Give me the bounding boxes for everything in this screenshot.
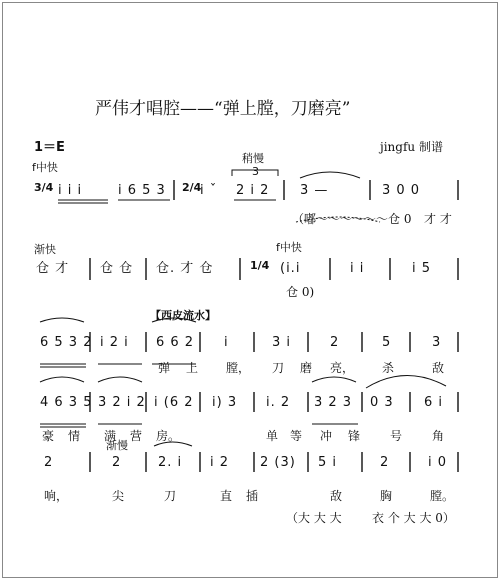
lyric-char: 情 (68, 429, 81, 443)
measure-notes: i 2 i (100, 335, 129, 350)
time-signature-mid: 2/4 (182, 181, 202, 194)
measure-notes: i ˇ (200, 183, 218, 198)
measure-notes: 仓. 才 仓 (156, 261, 214, 276)
lyric-char: 刀 (164, 489, 177, 503)
section-title: 【西皮流水】 (150, 309, 216, 322)
lyric-char: 满 (104, 429, 117, 443)
measure-notes: i 6 5 3 (118, 183, 166, 198)
slur-arc (98, 377, 142, 382)
lyric-char: 膛， (226, 361, 251, 375)
percussion-line: 仓 0) (286, 285, 315, 299)
time-signature-mid: 1/4 (250, 259, 270, 272)
measure-notes: 2 (3) (260, 455, 296, 470)
measure-notes: 2. i (158, 455, 183, 470)
lyric-char: 锋 (348, 429, 361, 443)
percussion-line: （嘟～～～～～～仓 0 (292, 212, 412, 226)
tempo-change: 渐慢 (106, 439, 128, 452)
measure-notes: 3 2 i 2 (98, 395, 146, 410)
lyric-char: 膛。 (430, 489, 455, 503)
measure-notes: i) 3 (212, 395, 238, 410)
dynamic-mark: f中快 (276, 241, 302, 254)
slur-arc (40, 377, 84, 382)
percussion-line-end: 才 才 (424, 212, 452, 226)
measure-notes: 5 i (318, 455, 338, 470)
lyric-char: 角 (432, 429, 445, 443)
tie-arc (300, 172, 360, 178)
lyric-char: 杀 (382, 361, 395, 375)
slur-arc (40, 318, 84, 322)
tempo-change: 稍慢 (242, 152, 264, 165)
measure-notes: 3 2 3 (314, 395, 353, 410)
measure-notes: 3 i (272, 335, 292, 350)
lyric-char: 直 (220, 489, 233, 503)
measure-notes: (i.i (280, 261, 301, 276)
lyric-char: 等 (290, 429, 303, 443)
measure-notes: i 5 (412, 261, 432, 276)
measure-notes: i 0 (428, 455, 448, 470)
lyric-char: 敌 (432, 361, 445, 375)
measure-notes: 4 6 3 5 (40, 395, 93, 410)
measure-notes: i 2 (210, 455, 230, 470)
measure-notes: 仓 仓 (100, 261, 134, 276)
lyric-char: 亮， (330, 361, 355, 375)
time-signature-start: 3/4 (34, 181, 54, 194)
measure-notes: 仓 才 (36, 261, 70, 276)
percussion-line-end: 衣 个 大 大 0） (372, 511, 455, 525)
measure-notes: 2 (380, 455, 390, 470)
measure-notes: 3 0 0 (382, 183, 421, 198)
measure-notes: 0 3 (370, 395, 394, 410)
lyric-char: 营 (130, 429, 143, 443)
lyric-char: 磨 (300, 361, 313, 375)
lyric-char: 尖 (112, 489, 125, 503)
slur-arc (312, 377, 356, 382)
percussion-line: （大 大 大 (286, 511, 342, 525)
tie-arc (366, 375, 446, 388)
lyric-char: 房。 (156, 429, 181, 443)
lyric-char: 响， (44, 489, 69, 503)
lyric-char: 刀 (272, 361, 285, 375)
measure-notes: 2 (44, 455, 54, 470)
lyric-char: 号 (390, 429, 403, 443)
lyric-char: 敌 (330, 489, 343, 503)
lyric-char: 弹 (158, 361, 171, 375)
measure-notes: 6 5 3 2 (40, 335, 93, 350)
transcriber-credit: jingfu 制谱 (380, 140, 443, 154)
lyric-char: 单 (266, 429, 279, 443)
tempo-change: 渐快 (34, 243, 56, 256)
triplet-mark: 3 (252, 165, 259, 178)
measure-notes: i i (350, 261, 365, 276)
key-signature: 1＝E (34, 140, 65, 155)
measure-notes: 6 6 2 (156, 335, 195, 350)
measure-notes: i i i (58, 183, 83, 198)
lyric-char: 冲 (320, 429, 333, 443)
lyric-char: 上 (186, 361, 199, 375)
measure-notes: i (6 2 (154, 395, 194, 410)
lyric-char: 豪 (42, 429, 55, 443)
measure-notes: 2 i 2 (236, 183, 270, 198)
lyric-char: 插 (246, 489, 259, 503)
measure-notes: 3 (432, 335, 442, 350)
measure-notes: 5 (382, 335, 392, 350)
measure-notes: 2 (112, 455, 122, 470)
measure-notes: i (224, 335, 229, 350)
measure-notes: i. 2 (266, 395, 291, 410)
lyric-char: 胸 (380, 489, 393, 503)
dynamic-mark: f中快 (32, 161, 58, 174)
measure-notes: 3 — (300, 183, 329, 198)
measure-notes: 6 i (424, 395, 444, 410)
song-title: 严伟才唱腔——“弹上膛，刀磨亮” (95, 99, 351, 119)
measure-notes: 2 (330, 335, 340, 350)
